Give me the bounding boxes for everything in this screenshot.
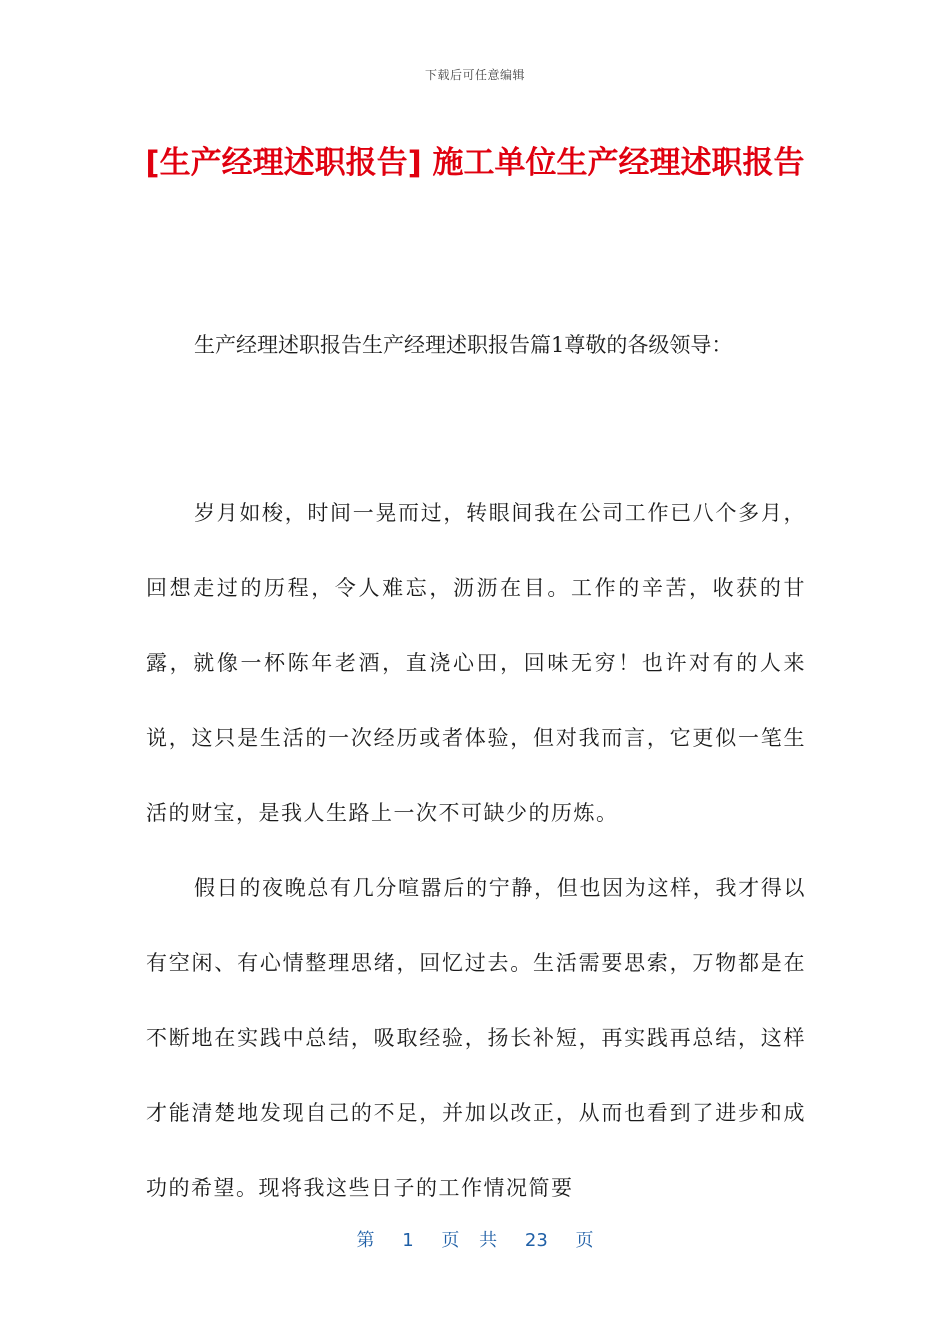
page-footer [0, 1226, 950, 1252]
footer-current-page: 1 [402, 1230, 414, 1251]
paragraph-2: 假日的夜晚总有几分喧嚣后的宁静，但也因为这样，我才得以有空闲、有心情整理思绪，回忆过去。生活需要思索，万物都是在不断地在实践中总结，吸取经验，扬长补短，再实践再总结，这样才能清楚地发现自己的不足，并加以改正，从而也看到了进步和成功的希望。现将我这些日子的工作情况简要 [146, 876, 806, 1200]
footer-label-mid: 页 共 [441, 1230, 498, 1251]
lead-paragraph: 生产经理述职报告生产经理述职报告篇1尊敬的各级领导： [194, 333, 733, 357]
footer-label-prefix: 第 [356, 1230, 375, 1251]
document-title: [生产经理述职报告] 施工单位生产经理述职报告 [145, 145, 805, 181]
footer-total-pages: 23 [524, 1230, 548, 1251]
header-note: 下载后可任意编辑 [424, 68, 525, 82]
paragraph-1: 岁月如梭，时间一晃而过，转眼间我在公司工作已八个多月，回想走过的历程，令人难忘，沥沥在目。工作的辛苦，收获的甘露，就像一杯陈年老酒，直浇心田，回味无穷！也许对有的人来说，这只是生活的一次经历或者体验，但对我而言，它更似一笔生活的财宝，是我人生路上一次不可缺少的历炼。 [146, 501, 806, 825]
body-paragraphs [146, 476, 806, 1226]
footer-label-suffix: 页 [575, 1230, 594, 1251]
